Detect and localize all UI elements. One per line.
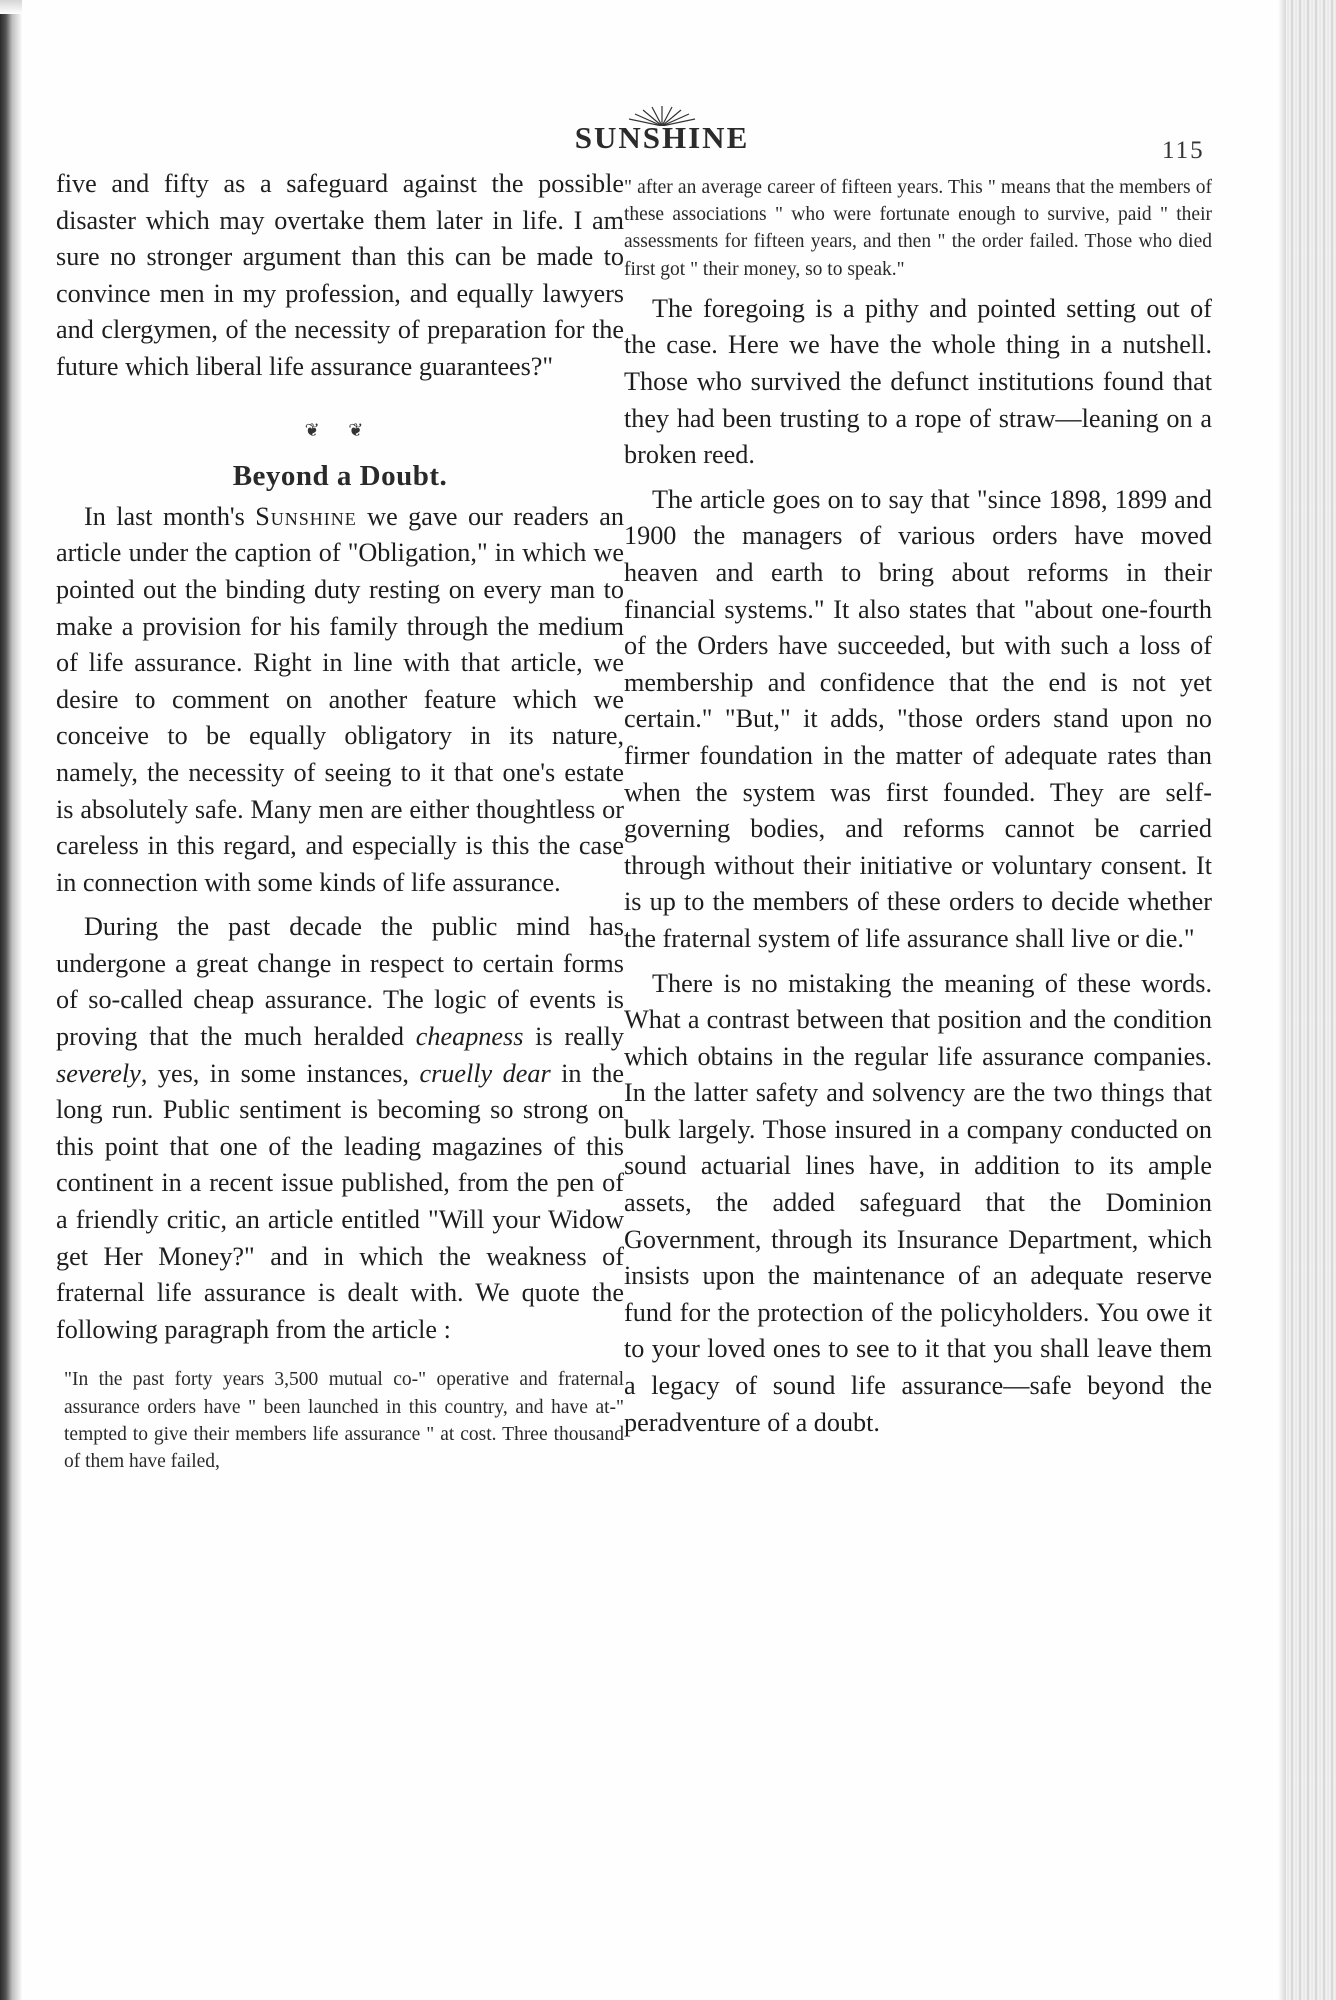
block-quote: "In the past forty years 3,500 mutual co-" operative and fraternal assurance orders have " been launched in this country, and have at-" tempted to give their members life assurance " at cost. Three thousand of them have failed, [64, 1369, 624, 1473]
magazine-name: Sunshine [255, 501, 357, 531]
section-divider: ❦ ❦ [304, 419, 376, 440]
book-binding-edge [0, 0, 22, 2000]
page-stack-edge [1286, 0, 1336, 2000]
article-paragraph-5: There is no mistaking the meaning of these words. What a contrast between that position and the condition which obtains in the regular life assurance companies. In the latter safety and solvency are the two things that bulk largely. Those insured in a company conducted on sound actuarial lines have, in addition to its ample assets, the added safeguard that the Dominion Government, through its Insurance Department, which insists upon the maintenance of an adequate reserve fund for the protection of the policyholders. You owe it to your loved ones to see to it that you shall leave them a legacy of sound life assurance—safe beyond the peradventure of a doubt. [624, 968, 1212, 1437]
masthead-title: SUNSHINE [574, 120, 750, 155]
masthead [557, 104, 767, 156]
article-paragraph-2: During the past decade the public mind has undergone a great change in respect to certain forms of so-called cheap assurance. The logic of events is proving that the much heralded cheapness is really severely, yes, in some instances, cruelly dear in the long run. Public sentiment is becoming so strong on this point that one of the leading magazines of this continent in a recent issue published, from the pen of a friendly critic, an article entitled "Will your Widow get Her Money?" and in which the weakness of fraternal life assurance is dealt with. We quote the following paragraph from the article : [56, 912, 624, 1344]
right-column [624, 174, 1212, 1441]
page-number: 115 [1162, 137, 1205, 164]
article-paragraph-3: The foregoing is a pithy and pointed setting out of the case. Here we have the whole thing in a nutshell. Those who survived the defunct institutions found that they had been trusting to a rope of straw—leaning on a broken reed. [624, 293, 1212, 470]
magazine-page [22, 0, 1286, 2000]
continued-paragraph: five and fifty as a safeguard against the possible disaster which may overtake them later in life. I am sure no stronger argument than this can be made to convince men in my profession, and equally lawyers and clergymen, of the necessity of preparation for the future which liberal life assurance guarantees?" [56, 169, 624, 381]
block-quote-continued: " after an average career of fifteen years. This " means that the members of these associations " who were fortunate enough to survive, paid " their assessments for fifteen years, and then " the order failed. Those who died first got " their money, so to speak." [624, 177, 1212, 280]
left-column [56, 166, 624, 1475]
article-paragraph-1: In last month's Sunshine we gave our readers an article under the caption of "Obligation," in which we pointed out the binding duty resting on every man to make a provision for his family through the medium of life assurance. Right in line with that article, we desire to comment on another feature which we conceive to be equally obligatory in its nature, namely, the necessity of seeing to it that one's estate is absolutely safe. Many men are either thoughtless or careless in this regard, and especially is this the case in connection with some kinds of life assurance. [56, 501, 624, 897]
article-paragraph-4: The article goes on to say that "since 1898, 1899 and 1900 the managers of various orders have moved heaven and earth to bring about reforms in their financial systems." It also states that "about one-fourth of the Orders have succeeded, but with such a loss of membership and confidence that the end is not yet certain." "But," it adds, "those orders stand upon no firmer foundation in the matter of adequate rates than when the system was first founded. They are self-governing bodies, and reforms cannot be carried through without their initiative or voluntary consent. It is up to the members of these orders to decide whether the fraternal system of life assurance shall live or die." [624, 484, 1212, 953]
article-heading: Beyond a Doubt. [232, 460, 448, 493]
